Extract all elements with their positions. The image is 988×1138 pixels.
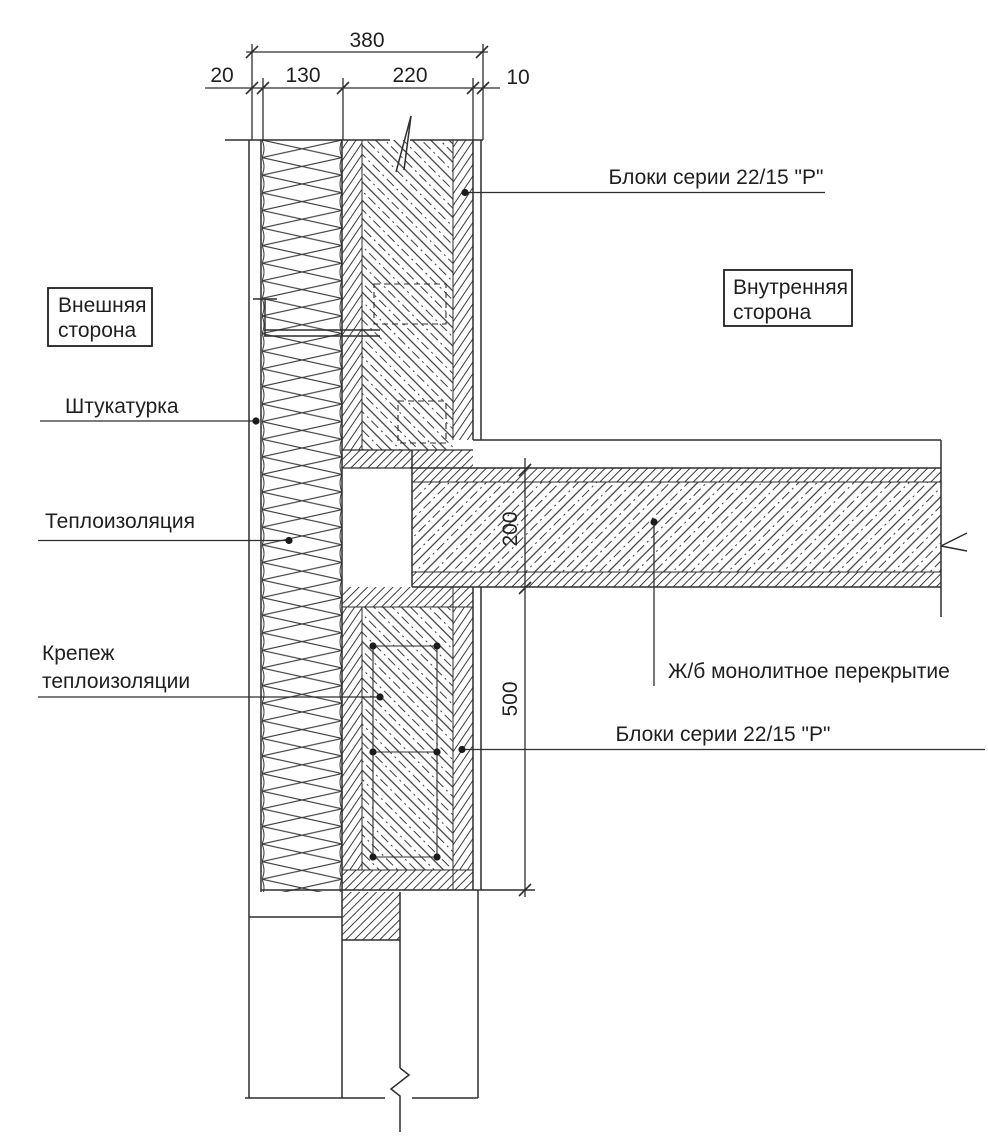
inner-side-line1: Внутренняя bbox=[733, 276, 849, 299]
slab-label: Ж/б монолитное перекрытие bbox=[668, 660, 950, 683]
insulation-layer bbox=[262, 140, 342, 892]
dim-block-below: 500 bbox=[499, 681, 522, 717]
mortar-pad bbox=[342, 892, 400, 940]
label-outer-side bbox=[48, 288, 152, 346]
blocks-top-label: Блоки серии 22/15 "Р" bbox=[608, 166, 824, 189]
label-blocks-top bbox=[461, 166, 825, 196]
dim-block: 220 bbox=[392, 64, 428, 87]
floor-slab bbox=[412, 468, 941, 587]
top-dimensions bbox=[205, 29, 530, 140]
leader-dot bbox=[252, 417, 259, 424]
dim-plaster: 20 bbox=[210, 64, 234, 87]
bottom-break-mark bbox=[391, 1068, 409, 1132]
fastener-line1: Крепеж bbox=[42, 642, 115, 665]
label-plaster bbox=[40, 395, 260, 425]
plaster-label: Штукатурка bbox=[65, 395, 179, 418]
leader-dot bbox=[650, 518, 657, 525]
dim-total-width: 380 bbox=[349, 29, 385, 52]
leader-dot bbox=[458, 746, 465, 753]
label-blocks-bottom bbox=[458, 723, 985, 753]
leader-dot bbox=[376, 693, 383, 700]
dim-slab-thickness: 200 bbox=[499, 511, 522, 547]
slab-break-mark bbox=[941, 533, 967, 551]
dim-finish: 10 bbox=[506, 66, 530, 89]
leader-dot bbox=[461, 189, 468, 196]
fastener-line2: теплоизоляции bbox=[42, 670, 191, 693]
insulation-label: Теплоизоляция bbox=[45, 510, 195, 533]
outer-side-line2: сторона bbox=[58, 319, 137, 342]
blocks-bottom-label: Блоки серии 22/15 "Р" bbox=[615, 723, 831, 746]
inner-side-line2: сторона bbox=[733, 301, 812, 324]
label-inner-side bbox=[724, 270, 852, 326]
label-insulation bbox=[38, 510, 293, 544]
leader-dot bbox=[285, 537, 292, 544]
dim-insulation: 130 bbox=[285, 64, 321, 87]
outer-side-line1: Внешняя bbox=[58, 294, 147, 317]
